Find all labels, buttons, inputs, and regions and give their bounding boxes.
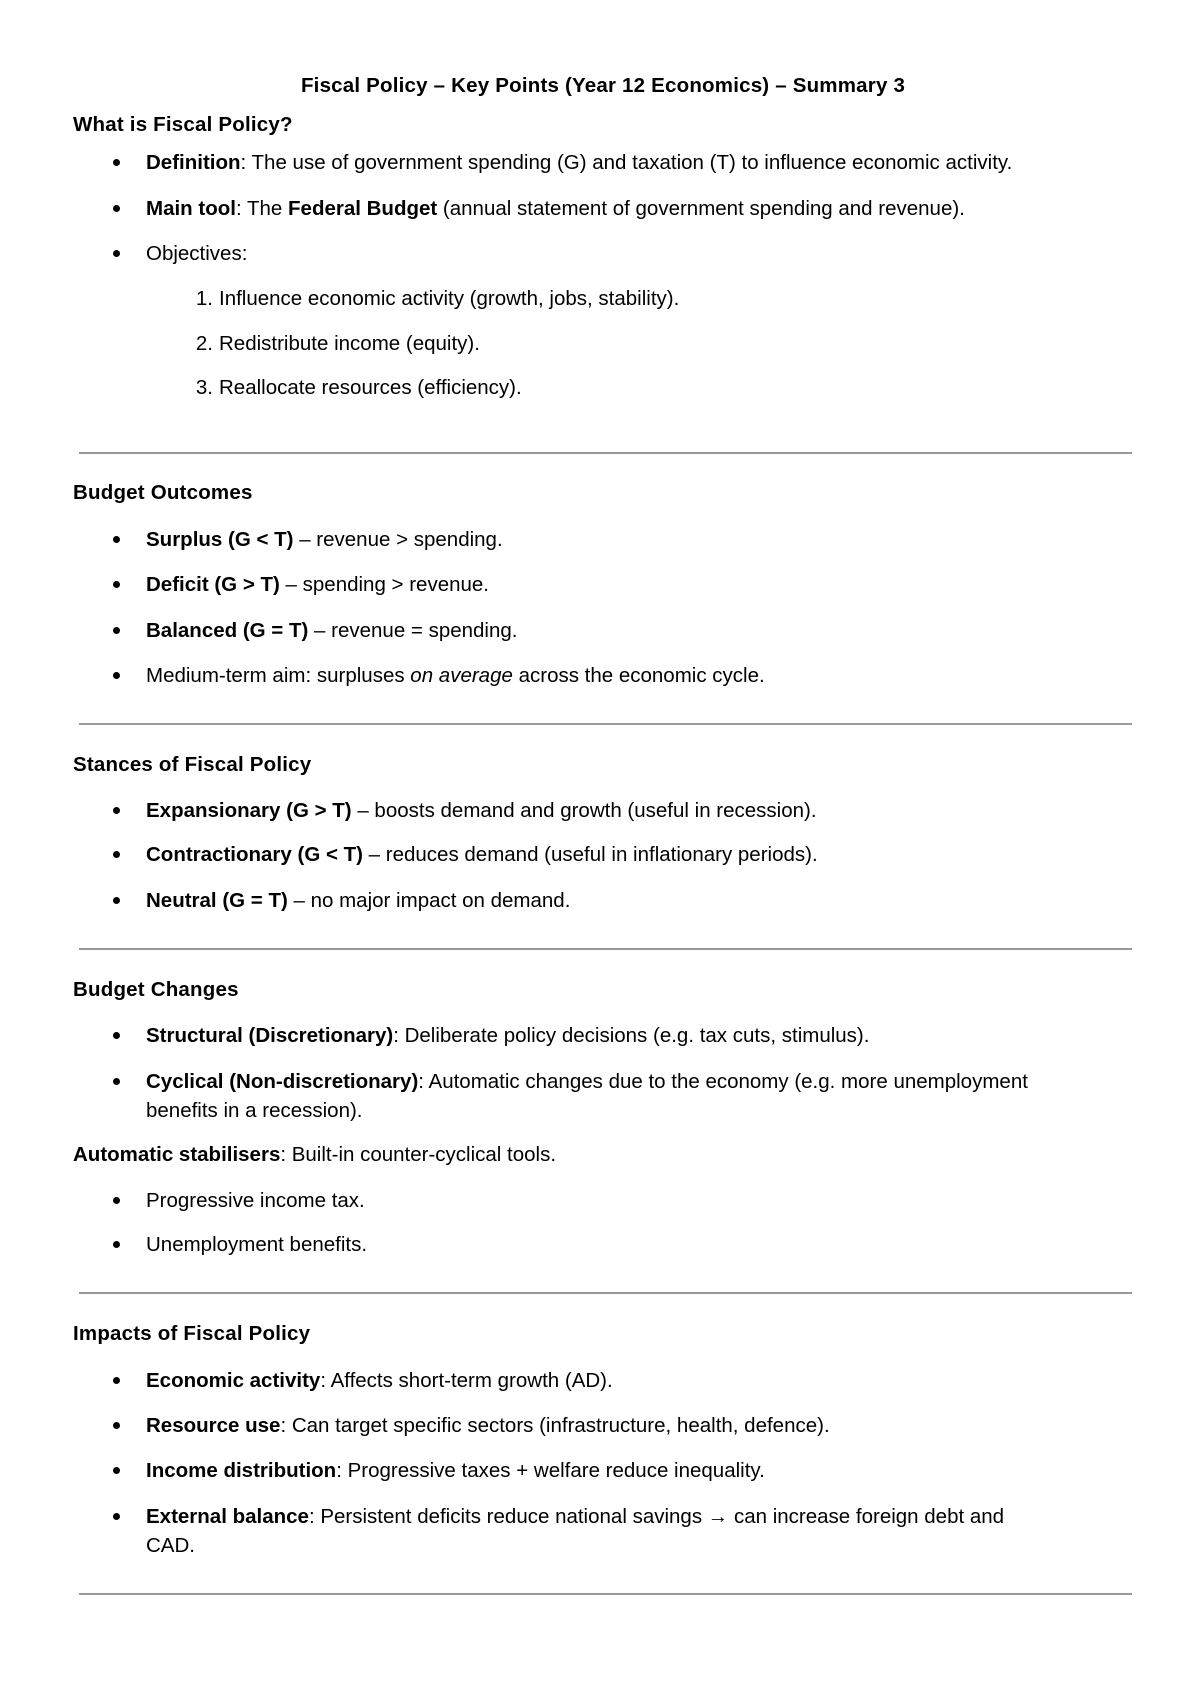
term-text: – no major impact on demand. xyxy=(287,889,571,912)
bullet-icon xyxy=(113,851,120,858)
item-text: Redistribute income (equity). xyxy=(219,332,480,355)
term-label: Cyclical (Non-discretionary) xyxy=(146,1070,419,1093)
section-heading-impacts: Impacts of Fiscal Policy xyxy=(73,1322,311,1345)
term-label: Main tool xyxy=(146,197,236,220)
term-text: : Built-in counter-cyclical tools. xyxy=(280,1143,557,1166)
term-label: Deficit (G > T) xyxy=(146,573,280,596)
term-text: across the economic cycle. xyxy=(512,664,765,687)
bullet-icon xyxy=(113,1078,120,1085)
term-label: Resource use xyxy=(146,1414,281,1437)
term-text: : Automatic changes due to the economy (e.g. more unemployment xyxy=(418,1070,1028,1093)
bullet-icon xyxy=(113,672,120,679)
term-text: – revenue = spending. xyxy=(308,619,518,642)
bullet-icon xyxy=(113,1197,120,1204)
term-label: Economic activity xyxy=(146,1369,321,1392)
term-text: – revenue > spending. xyxy=(293,528,503,551)
term-text: : The use of government spending (G) and taxation (T) to influence economic activity. xyxy=(240,151,1013,174)
bullet-icon xyxy=(113,1422,120,1429)
item-number: 3. xyxy=(195,376,213,399)
term-label: Structural (Discretionary) xyxy=(146,1024,394,1047)
section-divider xyxy=(79,1593,1132,1595)
term-text: : The xyxy=(235,197,289,220)
section-divider xyxy=(79,1292,1132,1294)
bullet-icon xyxy=(113,1467,120,1474)
section-divider xyxy=(79,948,1132,950)
bullet-icon xyxy=(113,807,120,814)
list-item-text: Progressive income tax. xyxy=(146,1189,365,1212)
term-text: : Affects short-term growth (AD). xyxy=(320,1369,613,1392)
term-text: – boosts demand and growth (useful in recession). xyxy=(351,799,817,822)
emphasis-text: on average xyxy=(410,664,513,687)
term-text: : Persistent deficits reduce national savings → can increase foreign debt and xyxy=(308,1505,1005,1528)
bullet-icon xyxy=(113,250,120,257)
section-heading-stances: Stances of Fiscal Policy xyxy=(73,753,312,776)
term-text: : Deliberate policy decisions (e.g. tax cuts, stimulus). xyxy=(393,1024,870,1047)
document-title: Fiscal Policy – Key Points (Year 12 Economics) – Summary 3 xyxy=(300,74,906,97)
term-text: benefits in a recession). xyxy=(146,1099,363,1122)
item-number: 2. xyxy=(195,332,213,355)
section-divider xyxy=(79,723,1132,725)
term-label: Automatic stabilisers xyxy=(73,1143,281,1166)
section-heading-budget-outcomes: Budget Outcomes xyxy=(73,481,253,504)
bullet-icon xyxy=(113,1377,120,1384)
term-text: : Progressive taxes + welfare reduce inequality. xyxy=(336,1459,765,1482)
section-heading-what-is-fiscal-policy: What is Fiscal Policy? xyxy=(73,113,293,136)
bullet-icon xyxy=(113,1032,120,1039)
list-item-text: Unemployment benefits. xyxy=(146,1233,368,1256)
term-label: Federal Budget xyxy=(288,197,438,220)
item-text: Reallocate resources (efficiency). xyxy=(219,376,522,399)
term-label: Balanced (G = T) xyxy=(146,619,309,642)
item-text: Influence economic activity (growth, jobs, stability). xyxy=(219,287,680,310)
term-text: – spending > revenue. xyxy=(279,573,489,596)
section-divider xyxy=(79,452,1132,454)
term-label: Neutral (G = T) xyxy=(146,889,288,912)
bullet-icon xyxy=(113,627,120,634)
term-label: Expansionary (G > T) xyxy=(146,799,352,822)
bullet-icon xyxy=(113,536,120,543)
bullet-icon xyxy=(113,581,120,588)
term-text: CAD. xyxy=(146,1534,195,1557)
list-item-text: Objectives: xyxy=(146,242,248,265)
term-text: Medium-term aim: surpluses xyxy=(146,664,411,687)
term-text: (annual statement of government spending and revenue). xyxy=(437,197,965,220)
term-label: External balance xyxy=(146,1505,309,1528)
term-label: Surplus (G < T) xyxy=(146,528,294,551)
bullet-icon xyxy=(113,205,120,212)
section-heading-budget-changes: Budget Changes xyxy=(73,978,239,1001)
item-number: 1. xyxy=(195,287,213,310)
bullet-icon xyxy=(113,159,120,166)
term-text: – reduces demand (useful in inflationary periods). xyxy=(362,843,818,866)
bullet-icon xyxy=(113,1241,120,1248)
bullet-icon xyxy=(113,1513,120,1520)
term-text: : Can target specific sectors (infrastructure, health, defence). xyxy=(280,1414,830,1437)
term-label: Definition xyxy=(146,151,241,174)
term-label: Contractionary (G < T) xyxy=(146,843,363,866)
bullet-icon xyxy=(113,897,120,904)
term-label: Income distribution xyxy=(146,1459,337,1482)
